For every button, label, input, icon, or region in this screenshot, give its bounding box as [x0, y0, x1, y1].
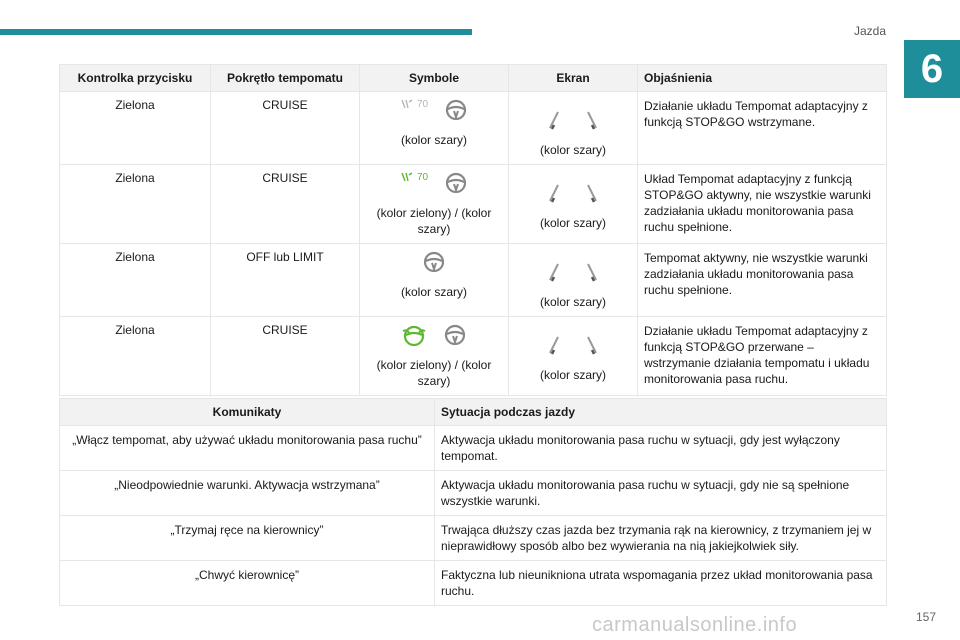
light-cell: Zielona [60, 317, 211, 396]
message-cell: „Nieodpowiednie warunki. Aktywacja wstrzymana” [60, 471, 435, 516]
col-header: Sytuacja podczas jazdy [435, 399, 887, 426]
lane-speed-icon [400, 98, 428, 110]
symbol-caption: (kolor szary) [400, 285, 467, 299]
screen-caption: (kolor szary) [539, 368, 606, 382]
light-cell: Zielona [60, 244, 211, 317]
col-header: Kontrolka przycisku [60, 65, 211, 92]
table-row [60, 92, 887, 165]
table-row [60, 317, 887, 396]
knob-cell: CRUISE [211, 165, 360, 244]
speed-value: 70 [416, 171, 429, 183]
description-cell: Działanie układu Tempomat adaptacyjny z funkcją STOP&GO wstrzymane. [638, 92, 887, 165]
chapter-number: 6 [904, 40, 960, 98]
table-header-row [60, 399, 887, 426]
screen-caption: (kolor szary) [539, 143, 606, 157]
symbol-caption: (kolor szary) [400, 133, 467, 147]
speed-value: 70 [416, 98, 429, 110]
section-title: Jazda [853, 24, 886, 38]
situation-cell: Faktyczna lub nieunikniona utrata wspomagania przez układ monitorowania pasa ruchu. [435, 561, 887, 606]
lane-lines-icon [515, 171, 631, 215]
table-row [60, 516, 887, 561]
col-header: Objaśnienia [638, 65, 887, 92]
message-cell: „Trzymaj ręce na kierownicy” [60, 516, 435, 561]
lane-speed-icon [400, 171, 428, 183]
screen-cell [509, 92, 638, 165]
knob-cell: CRUISE [211, 317, 360, 396]
screen-cell [509, 317, 638, 396]
light-cell: Zielona [60, 165, 211, 244]
symbol-cell [360, 92, 509, 165]
table-row [60, 561, 887, 606]
description-cell: Działanie układu Tempomat adaptacyjny z funkcją STOP&GO przerwane – wstrzymanie działania tempomatu i układu monitorowania pasa ruchu. [638, 317, 887, 396]
symbol-cell [360, 244, 509, 317]
description-cell: Układ Tempomat adaptacyjny z funkcją STOP&GO aktywny, nie wszystkie warunki zadziałania układu monitorowania pasa ruchu spełnione. [638, 165, 887, 244]
table-row [60, 471, 887, 516]
lane-lines-icon [515, 323, 631, 367]
symbol-cell [360, 165, 509, 244]
table-row [60, 426, 887, 471]
lane-lines-icon [515, 98, 631, 142]
light-cell: Zielona [60, 92, 211, 165]
symbol-caption: (kolor zielony) / (kolor szary) [376, 358, 492, 388]
col-header: Pokrętło tempomatu [211, 65, 360, 92]
lane-lines-icon [515, 250, 631, 294]
steering-wheel-icon [444, 171, 468, 198]
messages-table [59, 398, 887, 606]
situation-cell: Trwająca dłuższy czas jazda bez trzymania rąk na kierownicy, z trzymaniem jej w nieprawidłowy sposób albo bez wywierania na nią jakiejkolwiek siły. [435, 516, 887, 561]
situation-cell: Aktywacja układu monitorowania pasa ruchu w sytuacji, gdy jest wyłączony tempomat. [435, 426, 887, 471]
symbol-cell [360, 317, 509, 396]
steering-wheel-icon [444, 98, 468, 125]
symbol-caption: (kolor zielony) / (kolor szary) [376, 206, 492, 236]
col-header: Symbole [360, 65, 509, 92]
message-cell: „Włącz tempomat, aby używać układu monitorowania pasa ruchu” [60, 426, 435, 471]
steering-wheel-icon [422, 250, 446, 277]
top-accent-bar [0, 29, 472, 35]
knob-cell: OFF lub LIMIT [211, 244, 360, 317]
screen-caption: (kolor szary) [539, 295, 606, 309]
message-cell: „Chwyć kierownicę” [60, 561, 435, 606]
steering-wheel-icon [443, 323, 467, 350]
indicator-table [59, 64, 887, 396]
col-header: Komunikaty [60, 399, 435, 426]
watermark: carmanualsonline.info [592, 614, 798, 636]
description-cell: Tempomat aktywny, nie wszystkie warunki zadziałania układu monitorowania pasa ruchu spełnione. [638, 244, 887, 317]
screen-caption: (kolor szary) [539, 216, 606, 230]
col-header: Ekran [509, 65, 638, 92]
knob-cell: CRUISE [211, 92, 360, 165]
hands-on-wheel-icon [401, 323, 427, 352]
situation-cell: Aktywacja układu monitorowania pasa ruchu w sytuacji, gdy nie są spełnione wszystkie warunki. [435, 471, 887, 516]
screen-cell [509, 244, 638, 317]
page-number: 157 [915, 610, 936, 624]
table-header-row [60, 65, 887, 92]
table-row [60, 165, 887, 244]
screen-cell [509, 165, 638, 244]
table-row [60, 244, 887, 317]
